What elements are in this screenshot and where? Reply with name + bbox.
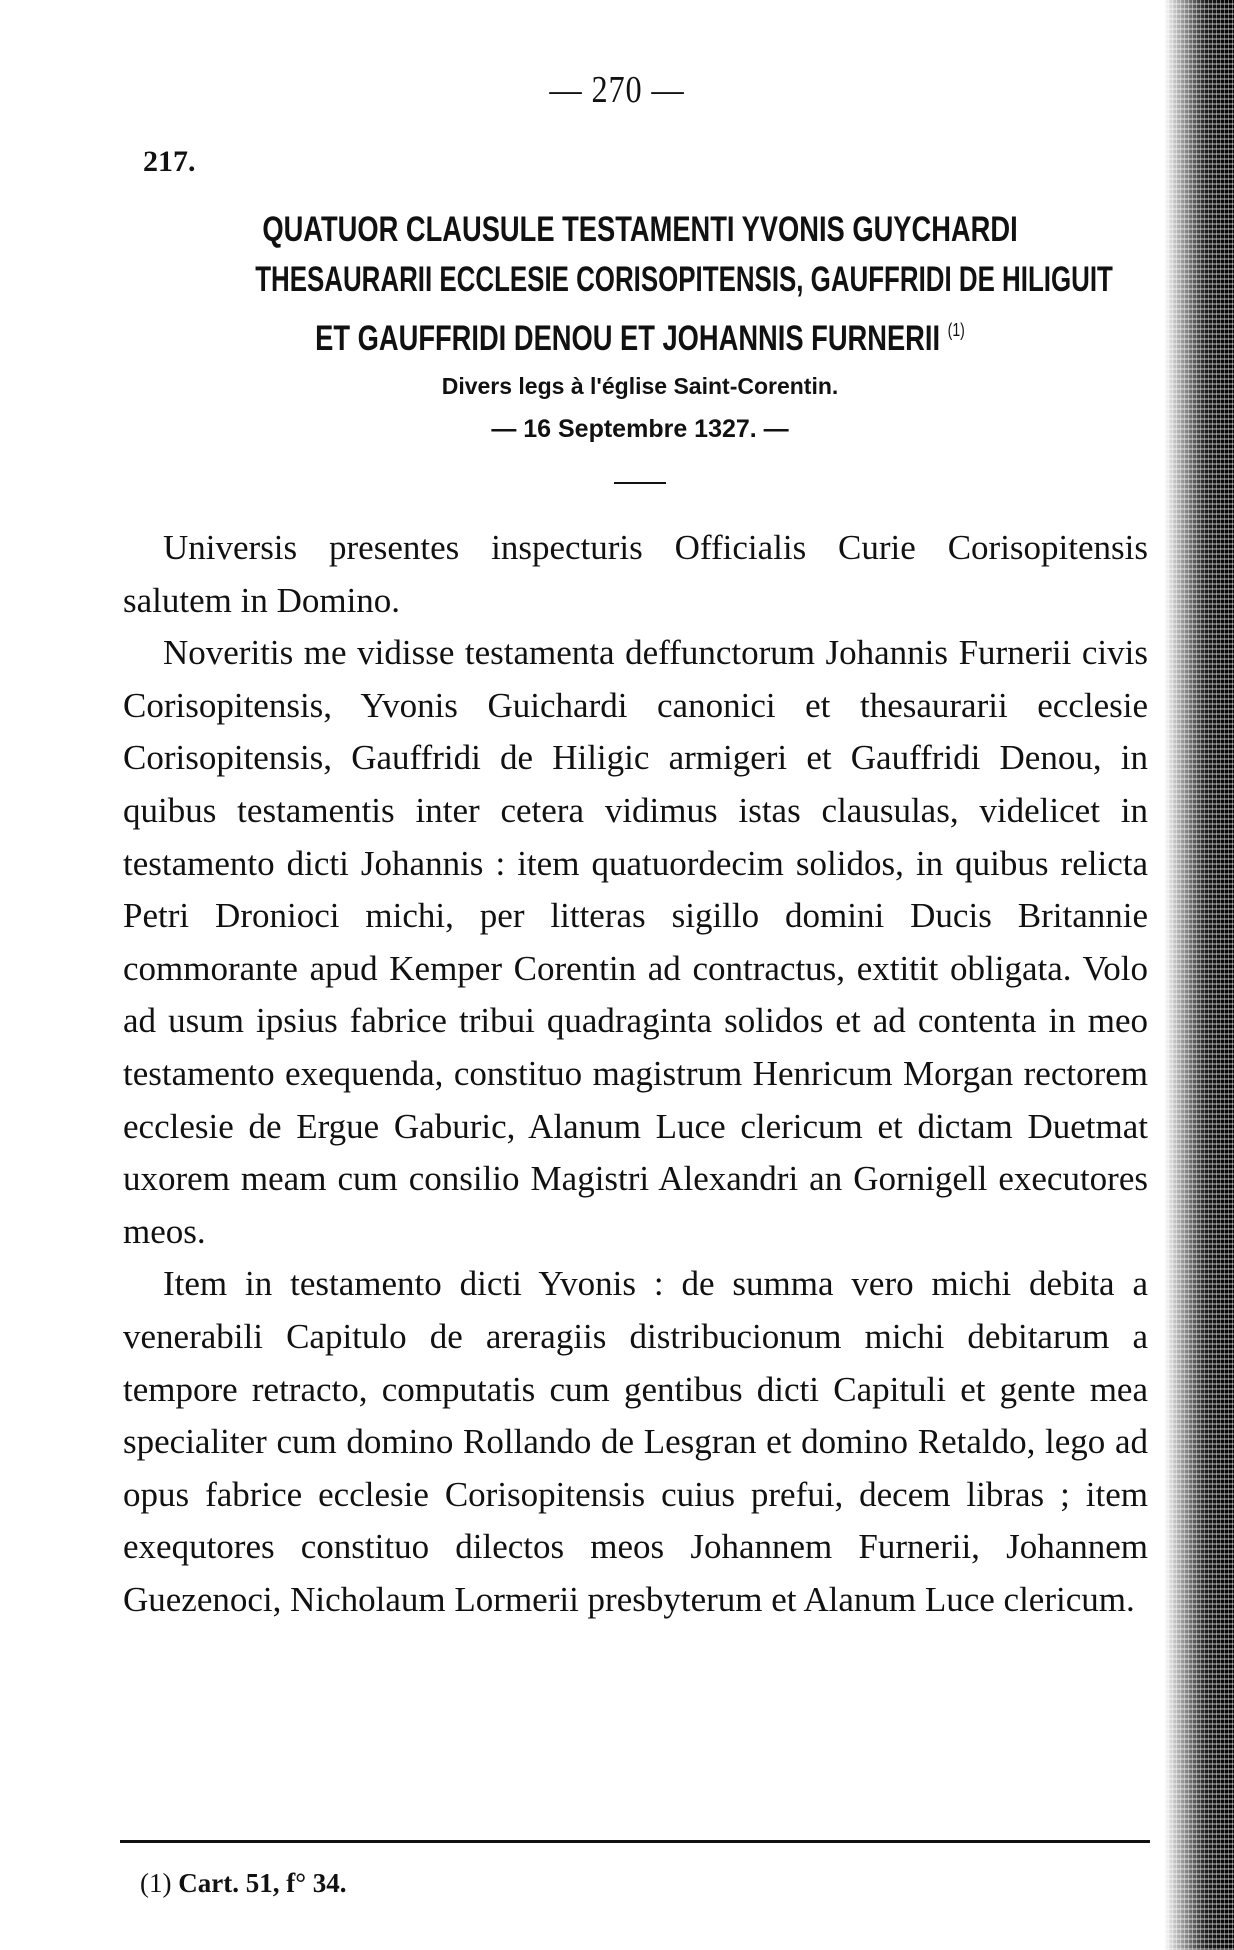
footnote-ref: (1) <box>140 1868 172 1898</box>
title-line-3-text: ET GAUFFRIDI DENOU ET JOHANNIS FURNERII <box>315 319 941 358</box>
footnote-text: Cart. 51, f° 34. <box>178 1868 347 1898</box>
title-line-1: QUATUOR CLAUSULE TESTAMENTI YVONIS GUYCHARDI <box>262 210 1018 249</box>
paragraph-3: Item in testamento dicti Yvonis : de summa vero michi debita a venerabili Capitulo de areragiis distribucionum michi debitarum a tempore retracto, computatis cum gentibus dicti Capituli et gente mea specialiter cum domino Rollando de Lesgran et domino Retaldo, lego ad opus fabrice ecclesie Corisopitensis cuius prefui, decem libras ; item exequtores constituo dilectos meos Johannem Furnerii, Johannem Guezenoci, Nicholaum Lormerii presbyterum et Alanum Luce clericum. <box>123 1264 1148 1619</box>
title-line-3 <box>234 305 1045 364</box>
title-line-2: THESAURARII ECCLESIE CORISOPITENSIS, GAUFFRIDI DE HILIGUIT <box>255 260 1113 299</box>
scanned-page-edge <box>1164 0 1234 1950</box>
paragraph-1: Universis presentes inspecturis Officialis Curie Corisopitensis salutem in Domino. <box>123 528 1148 620</box>
page-number: — 270 — <box>549 69 685 111</box>
title-block <box>120 205 1160 484</box>
paragraph-2: Noveritis me vidisse testamenta deffunctorum Johannis Furnerii civis Corisopitensis, Yvonis Guichardi canonici et thesaurarii ecclesie Corisopitensis, Gauffridi de Hiligic armigeri et Gauffridi Denou, in quibus testamentis inter cetera vidimus istas clausulas, videlicet in testamento dicti Johannis : item quatuordecim solidos, in quibus relicta Petri Dronioci michi, per litteras sigillo domini Ducis Britannie commorante apud Kemper Corentin ad contractus, extitit obligata. Volo ad usum ipsius fabrice tribui quadraginta solidos et ad contenta in meo testamento exequenda, constituo magistrum Henricum Morgan rectorem ecclesie de Ergue Gaburic, Alanum Luce clericum et dictam Duetmat uxorem meam cum consilio Magistri Alexandri an Gornigell executores meos. <box>123 633 1148 1251</box>
footnote <box>140 1868 347 1899</box>
document-date: — 16 Septembre 1327. — <box>491 415 789 443</box>
footnote-marker[interactable]: (1) <box>947 320 965 340</box>
document-number: 217. <box>143 145 196 178</box>
title-divider <box>614 482 666 484</box>
footnote-divider <box>120 1840 1150 1843</box>
subtitle: Divers legs à l'église Saint-Corentin. <box>441 373 839 399</box>
body-text <box>123 522 1148 1626</box>
